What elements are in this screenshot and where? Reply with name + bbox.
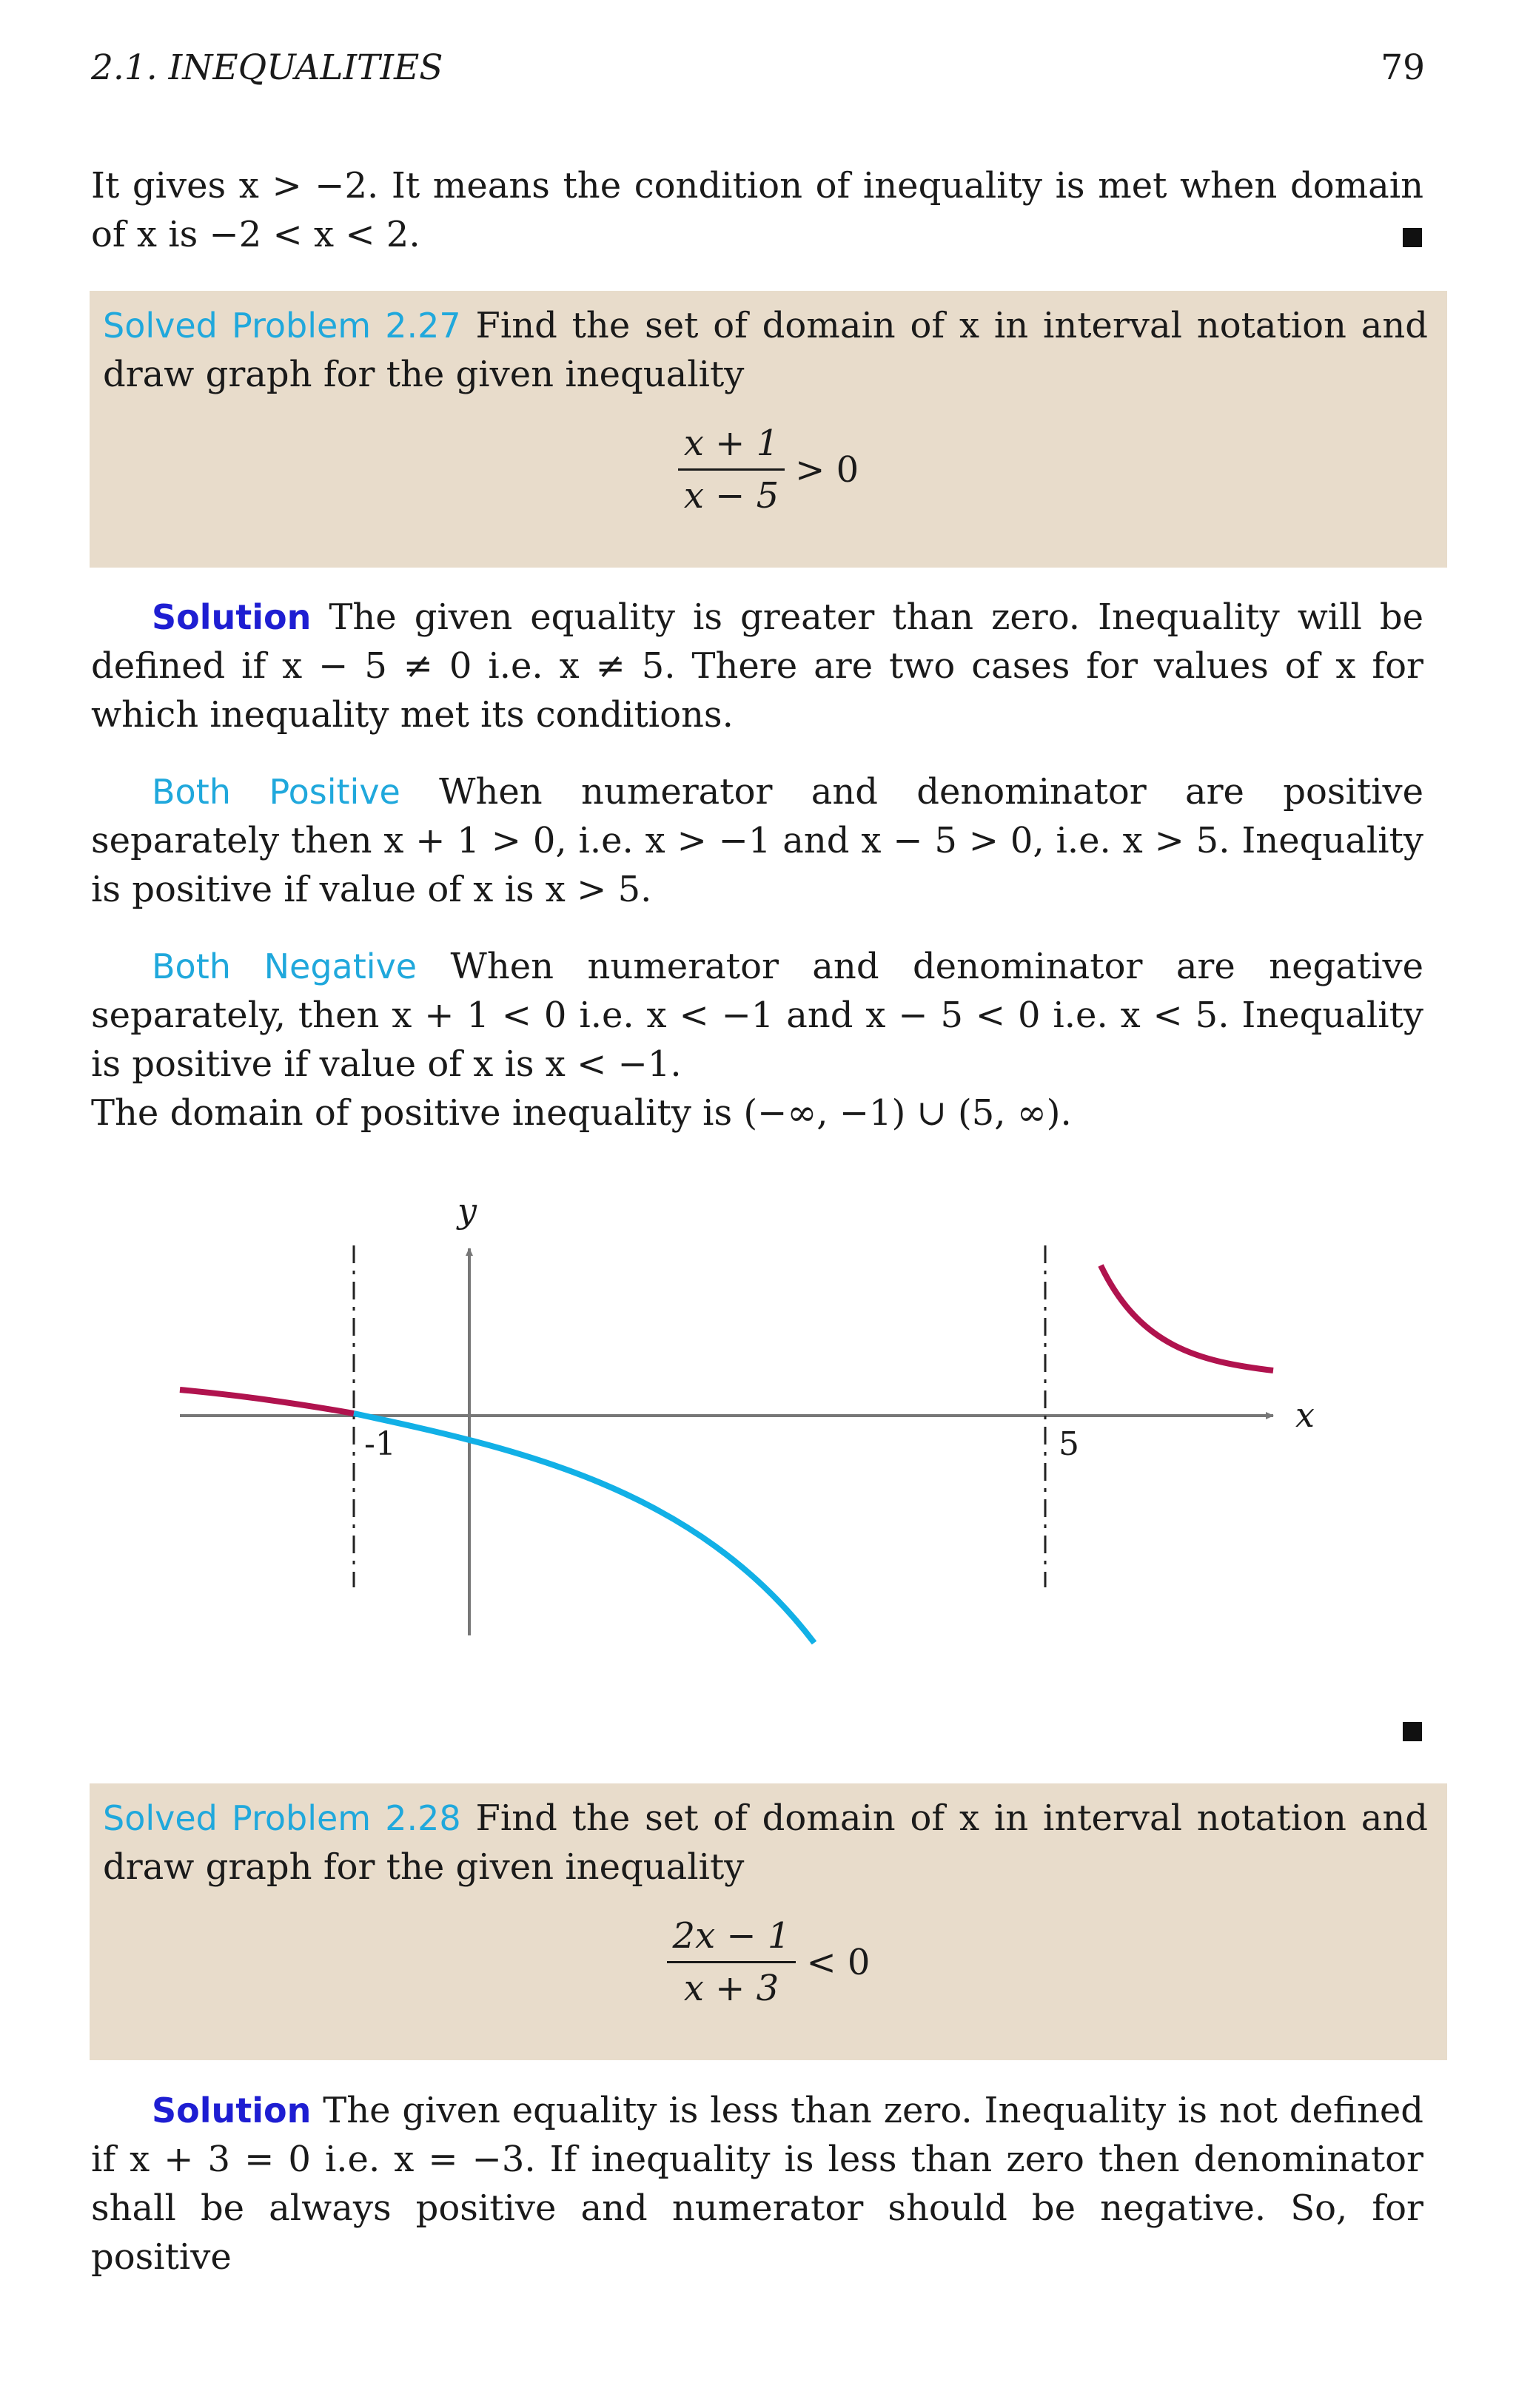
solution-228 — [91, 2086, 1423, 2281]
relation-228: < 0 — [806, 1941, 871, 1983]
conclusion-text: The domain of positive inequality is (−∞, −1) ∪ (5, ∞). — [91, 1092, 1072, 1134]
curve-left-positive — [180, 1390, 354, 1413]
problem-statement-228 — [103, 1794, 1428, 1891]
denominator-228: x + 3 — [683, 1968, 779, 2009]
section-title: 2.1. INEQUALITIES — [91, 47, 443, 88]
x-axis-label: x — [1295, 1395, 1315, 1435]
problem-box-228 — [90, 1783, 1447, 2060]
numerator-227: x + 1 — [678, 421, 785, 471]
solution-paragraph-228 — [91, 2086, 1423, 2281]
problem-text-228: Find the set of domain of x in interval notation and draw graph for the given inequality — [103, 1797, 1429, 1888]
tick-label-minus-1: -1 — [364, 1425, 396, 1463]
case2-label: Both Negative — [152, 946, 417, 986]
numerator-228: 2x − 1 — [667, 1914, 796, 1963]
case1-label: Both Positive — [152, 772, 400, 812]
fraction-228 — [667, 1914, 796, 2011]
relation-227: > 0 — [795, 448, 859, 491]
curve-middle-negative — [354, 1413, 814, 1643]
end-of-solution-mark — [1403, 1722, 1422, 1741]
denominator-227: x − 5 — [683, 475, 779, 517]
case2-text: When numerator and denominator are negative separately, then x + 1 < 0 i.e. x < −1 and x − 5 < 0 i.e. x < 5. Inequality is positive if value of x is x < −1. — [91, 946, 1424, 1085]
page-number: 79 — [1381, 47, 1425, 88]
intro-text: It gives x > −2. It means the condition of inequality is met when domain of x is −2 < x < 2. — [91, 165, 1423, 255]
tick-label-5: 5 — [1059, 1425, 1079, 1463]
solution-label-227: Solution — [152, 597, 312, 637]
curve-right-positive — [1101, 1265, 1273, 1371]
solution-label-228: Solution — [152, 2091, 312, 2130]
problem-label-227: Solved Problem 2.27 — [103, 306, 461, 346]
solution-text-227: The given equality is greater than zero. Inequality will be defined if x − 5 ≠ 0 i.e. x ≠ 5. There are two cases for values of x for which inequality met its conditions. — [91, 596, 1423, 736]
problem-label-228: Solved Problem 2.28 — [103, 1798, 461, 1838]
problem-text-227: Find the set of domain of x in interval notation and draw graph for the given inequality — [103, 305, 1429, 395]
case1-text: When numerator and denominator are positive separately then x + 1 > 0, i.e. x > −1 and x − 5 > 0, i.e. x > 5. Inequality is positive if value of x is x > 5. — [91, 771, 1423, 910]
inequality-228 — [90, 1914, 1447, 2011]
y-axis-label: y — [457, 1191, 477, 1231]
solution-text-228: The given equality is less than zero. Inequality is not defined if x + 3 = 0 i.e. x = −3. If inequality is less than zero then denominator shall be always positive and numerator should be negative. So, for positive — [91, 2090, 1423, 2278]
